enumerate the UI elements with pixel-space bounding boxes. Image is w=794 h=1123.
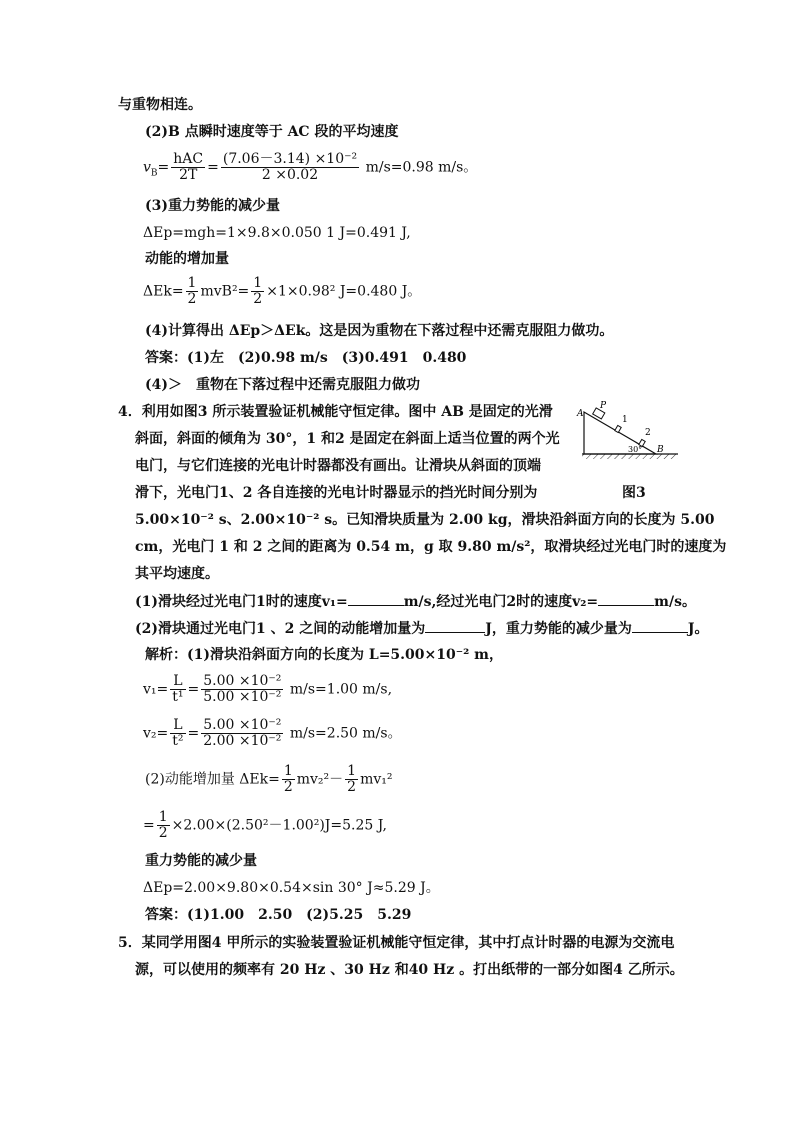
blank-dek[interactable] <box>425 619 485 633</box>
q4-sub1-a: (1)滑块经过光电门1时的速度v₁= <box>135 594 348 610</box>
ek-half-num: 1 <box>187 275 197 291</box>
dek-b: mv₂²－ <box>296 771 344 788</box>
q4-line2: 斜面，斜面的倾角为 30°，1 和2 是固定在斜面上适当位置的两个光 <box>135 431 560 447</box>
v2-result: m/s=2.50 m/s。 <box>289 725 402 742</box>
dek-half2-num: 1 <box>347 763 357 779</box>
figure-caption: 图3 <box>622 485 646 501</box>
v1-den: 5.00 ×10⁻² <box>203 689 282 705</box>
v1-L: L <box>170 674 185 690</box>
q4-line4: 滑下，光电门1、2 各自连接的光电计时器显示的挡光时间分别为 <box>135 485 538 501</box>
vb-result: m/s=0.98 m/s。 <box>365 159 478 176</box>
blank-v1[interactable] <box>348 592 404 606</box>
q4-sub2-b: J，重力势能的减少量为 <box>485 621 632 637</box>
v2-num: 5.00 ×10⁻² <box>203 717 282 733</box>
q4-sub2 <box>135 619 708 638</box>
vb-frac1-num: hAC <box>173 151 204 167</box>
q4-sub1-b: m/s,经过光电门2时的速度v₂= <box>403 594 599 610</box>
q4-line7: 其平均速度。 <box>135 566 219 582</box>
vb-frac2-num: (7.06－3.14) ×10⁻² <box>222 151 358 167</box>
dek-calc <box>143 810 387 841</box>
vb-symbol: v <box>143 159 151 176</box>
ep-calc: ΔEp=2.00×9.80×0.54×sin 30° J≈5.29 J。 <box>143 880 440 896</box>
label-A: A <box>577 409 584 419</box>
connect-text: 与重物相连。 <box>118 97 202 113</box>
q4-line3: 电门，与它们连接的光电计时器都没有画出。让滑块从斜面的顶端 <box>135 458 541 474</box>
q5-line1: 5．某同学用图4 甲所示的实验装置验证机械能守恒定律，其中打点计时器的电源为交流电 <box>118 935 675 951</box>
dek-half2-den: 2 <box>347 779 357 795</box>
label-angle: 30° <box>628 445 643 454</box>
blank-dep[interactable] <box>632 619 688 633</box>
dek-formula <box>145 764 393 795</box>
q4-sub1-c: m/s。 <box>654 594 696 610</box>
label-P: P <box>600 401 607 411</box>
ek-half-den: 2 <box>187 291 197 307</box>
ek-half2-den: 2 <box>253 291 263 307</box>
v2-L: L <box>170 718 185 734</box>
v2-lhs: v₂= <box>143 725 169 742</box>
v1-t: t¹ <box>172 689 184 705</box>
solution-line1: 解析：(1)滑块沿斜面方向的长度为 L=5.00×10⁻² m， <box>145 647 503 663</box>
ek-label: 动能的增加量 <box>145 251 229 267</box>
photogate-1 <box>615 425 621 432</box>
v1-lhs: v₁= <box>143 681 169 698</box>
label-gate2: 2 <box>645 428 651 438</box>
q4-answer: 答案：(1)1.00 2.50 (2)5.25 5.29 <box>145 907 412 923</box>
vb-sub: B <box>150 168 158 179</box>
q5-line2: 源，可以使用的频率有 20 Hz 、30 Hz 和40 Hz 。打出纸带的一部分如图4 乙所示。 <box>135 962 684 978</box>
ep-line: ΔEp=mgh=1×9.8×0.050 1 J=0.491 J, <box>143 225 411 241</box>
dek-a: (2)动能增加量 ΔEk= <box>145 771 280 788</box>
q4-line5: 5.00×10⁻² s、2.00×10⁻² s。已知滑块质量为 2.00 kg，滑块沿斜面方向的长度为 5.00 <box>135 512 715 528</box>
dek-half-num: 1 <box>283 763 293 779</box>
q4-line6: cm，光电门 1 和 2 之间的距离为 0.54 m，g 取 9.80 m/s²，取滑块经过光电门时的速度为 <box>135 539 727 555</box>
v1-num: 5.00 ×10⁻² <box>203 673 282 689</box>
dek-calc-b: ×2.00×(2.50²－1.00²)J=5.25 J, <box>171 817 387 834</box>
q4-line1: 4．利用如图3 所示装置验证机械能守恒定律。图中 AB 是固定的光滑 <box>118 404 553 420</box>
calc-half-den: 2 <box>158 825 168 841</box>
ek-right: ×1×0.98² J=0.480 J。 <box>266 283 422 300</box>
vb-frac2-den: 2 ×0.02 <box>261 167 319 183</box>
part3-text: (3)重力势能的减少量 <box>145 198 280 214</box>
incline-figure <box>560 400 680 465</box>
ek-half2-num: 1 <box>253 275 263 291</box>
q4-sub2-c: J。 <box>687 621 709 637</box>
calc-half-num: 1 <box>158 809 168 825</box>
ek-left: ΔEk= <box>143 283 184 300</box>
v2-t: t² <box>172 733 184 749</box>
dek-calc-a: = <box>143 817 155 834</box>
blank-v2[interactable] <box>598 592 654 606</box>
answer-line1: 答案：(1)左 (2)0.98 m/s (3)0.491 0.480 <box>145 350 467 366</box>
q4-sub1 <box>135 592 696 611</box>
dek-c: mv₁² <box>360 771 393 788</box>
vb-frac1-den: 2T <box>179 167 198 183</box>
v1-result: m/s=1.00 m/s, <box>289 681 393 698</box>
v2-den: 2.00 ×10⁻² <box>203 733 282 749</box>
q4-sub2-a: (2)滑块通过光电门1 、2 之间的动能增加量为 <box>135 621 426 637</box>
v2-formula: v₂= $\frac{L}{\text{t²}}$ = $\frac{\text{5.00 ×10⁻²}}{\text{2.00 ×10⁻²}}$ m/s=2.50 m/s。 <box>143 717 402 749</box>
ep-label: 重力势能的减少量 <box>145 853 257 869</box>
part2-text: (2)B 点瞬时速度等于 AC 段的平均速度 <box>145 124 399 140</box>
v1-formula: v₁= $\frac{L}{\text{t¹}}$ = $\frac{\text{5.00 ×10⁻²}}{\text{5.00 ×10⁻²}}$ m/s=1.00 m/s, <box>143 673 393 705</box>
dek-half-den: 2 <box>283 779 293 795</box>
ek-formula <box>143 276 421 307</box>
ek-mid: mvB²= <box>200 283 250 300</box>
part4-text: (4)计算得出 ΔEp＞ΔEk。这是因为重物在下落过程中还需克服阻力做功。 <box>145 323 614 339</box>
label-B: B <box>657 445 664 455</box>
answer-line2: (4)＞ 重物在下落过程中还需克服阻力做功 <box>145 377 420 393</box>
label-gate1: 1 <box>622 415 628 425</box>
vb-formula: $v_B=$ $\frac{\text{hAC}}{2T}$ = $\frac{\text{(7.06－3.14) ×10⁻²}}{2 \times 0.02}$ m/s=0.98 m/s。 <box>143 151 478 183</box>
